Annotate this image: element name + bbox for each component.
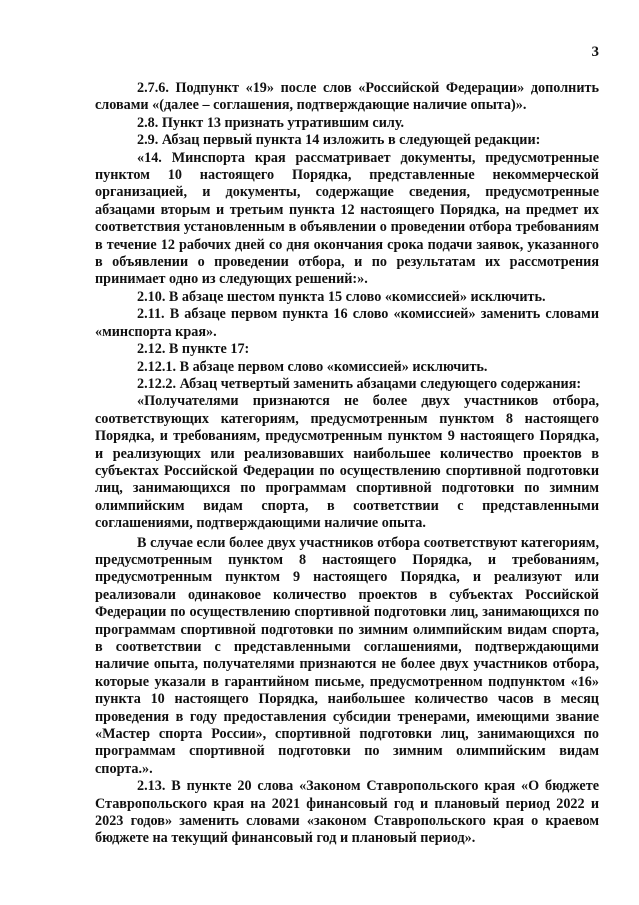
paragraph-2-8: 2.8. Пункт 13 признать утратившим силу. bbox=[137, 114, 405, 131]
paragraph-2-11: 2.11. В абзаце первом пункта 16 слово «комиссией» заменить словами «минспорта края». bbox=[95, 306, 599, 340]
paragraph-2-12-2: 2.12.2. Абзац четвертый заменить абзацами следующего содержания: bbox=[137, 375, 582, 392]
paragraph-2-12: 2.12. В пункте 17: bbox=[137, 341, 250, 358]
page-number: 3 bbox=[591, 44, 599, 60]
paragraph-if-more-than-two: В случае если более двух участников отбора соответствуют категориям, предусмотренным пунктом 8 настоящего Порядка, и требованиям, предусмотренным пунктом 9 настоящего Порядка, и реализуют или реализовали одинаковое количество проектов в субъектах Российской Федерации по осуществлению спортивной подготовки лиц, занимающихся по программам спортивной подготовки по зимним олимпийским видам спорта, в соответствии с представленными соглашениями, подтверждающими наличие опыта, получателями признаются не более двух участников отбора, которые указали в гарантийном письме, предусмотренном подпунктом «16» пункта 10 настоящего Порядка, наибольшее количество часов в месяц проведения в году предоставления субсидии тренерами, имеющими звание «Мастер спорта России», спортивной подготовки лиц, занимающихся по программам спортивной подготовки по зимним олимпийским видам спорта.». bbox=[95, 534, 599, 777]
paragraph-2-13: 2.13. В пункте 20 слова «Законом Ставропольского края «О бюджете Ставропольского края на 2021 финансовый год и плановый период 2022 и 2023 годов» заменить словами «законом Ставропольского края о краевом бюджете на текущий финансовый год и плановый период». bbox=[95, 778, 599, 847]
paragraph-quote-14: «14. Минспорта края рассматривает документы, предусмотренные пунктом 10 настоящего Порядка, представленные некоммерческой организацией, и документы, содержащие сведения, предусмотренные абзацами вторым и третьим пункта 12 настоящего Порядка, на предмет их соответствия установленным в объявлении о проведении отбора требованиям в течение 12 рабочих дней со дня окончания срока подачи заявок, указанного в объявлении о проведении отбора, и по результатам их рассмотрения принимает одно из следующих решений:». bbox=[95, 149, 599, 288]
paragraph-2-12-1: 2.12.1. В абзаце первом слово «комиссией» исключить. bbox=[137, 358, 488, 375]
paragraph-2-7-6: 2.7.6. Подпункт «19» после слов «Российской Федерации» дополнить словами «(далее – соглашения, подтверждающие наличие опыта)». bbox=[95, 80, 599, 114]
paragraph-2-9: 2.9. Абзац первый пункта 14 изложить в следующей редакции: bbox=[137, 132, 541, 149]
document-body bbox=[95, 80, 599, 848]
paragraph-recipients: «Получателями признаются не более двух участников отбора, соответствующих категориям, предусмотренным пунктом 8 настоящего Порядка, и требованиям, предусмотренным пунктом 9 настоящего Порядка, и реализующих или реализовавших наибольшее количество проектов в субъектах Российской Федерации по осуществлению спортивной подготовки лиц, занимающихся по программам спортивной подготовки по зимним олимпийским видам спорта, в соответствии с представленными соглашениями, подтверждающими наличие опыта. bbox=[95, 393, 599, 532]
paragraph-2-10: 2.10. В абзаце шестом пункта 15 слово «комиссией» исключить. bbox=[137, 288, 546, 305]
